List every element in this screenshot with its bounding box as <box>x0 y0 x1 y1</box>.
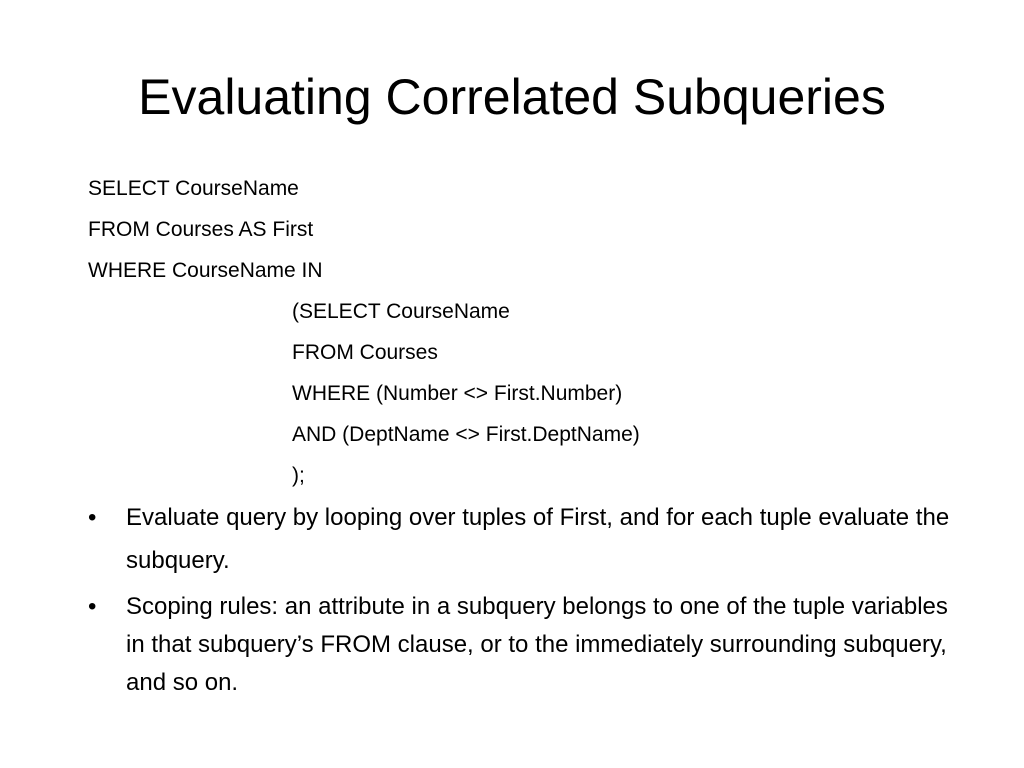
sql-code-block <box>88 168 968 496</box>
bullet-item <box>88 588 968 702</box>
bullet-item <box>88 496 968 582</box>
code-line: WHERE CourseName IN <box>88 259 323 282</box>
bullet-text: Scoping rules: an attribute in a subquery belongs to one of the tuple variables in that subquery’s FROM clause, or to the immediately surrounding subquery, and so on. <box>126 593 948 696</box>
bullet-text: Evaluate query by looping over tuples of First, and for each tuple evaluate the subquery. <box>126 504 950 574</box>
bullet-list <box>88 496 968 702</box>
code-line-indented: (SELECT CourseName <box>292 300 510 323</box>
slide-title: Evaluating Correlated Subqueries <box>138 69 886 125</box>
code-line-indented: WHERE (Number <> First.Number) <box>292 382 623 405</box>
code-line: FROM Courses AS First <box>88 218 314 241</box>
code-line-indented: ); <box>292 464 305 487</box>
code-line-indented: FROM Courses <box>292 341 438 364</box>
code-line: SELECT CourseName <box>88 177 299 200</box>
code-line-indented: AND (DeptName <> First.DeptName) <box>292 423 640 446</box>
bullet-icon: • <box>88 504 97 531</box>
bullet-icon: • <box>88 593 97 620</box>
